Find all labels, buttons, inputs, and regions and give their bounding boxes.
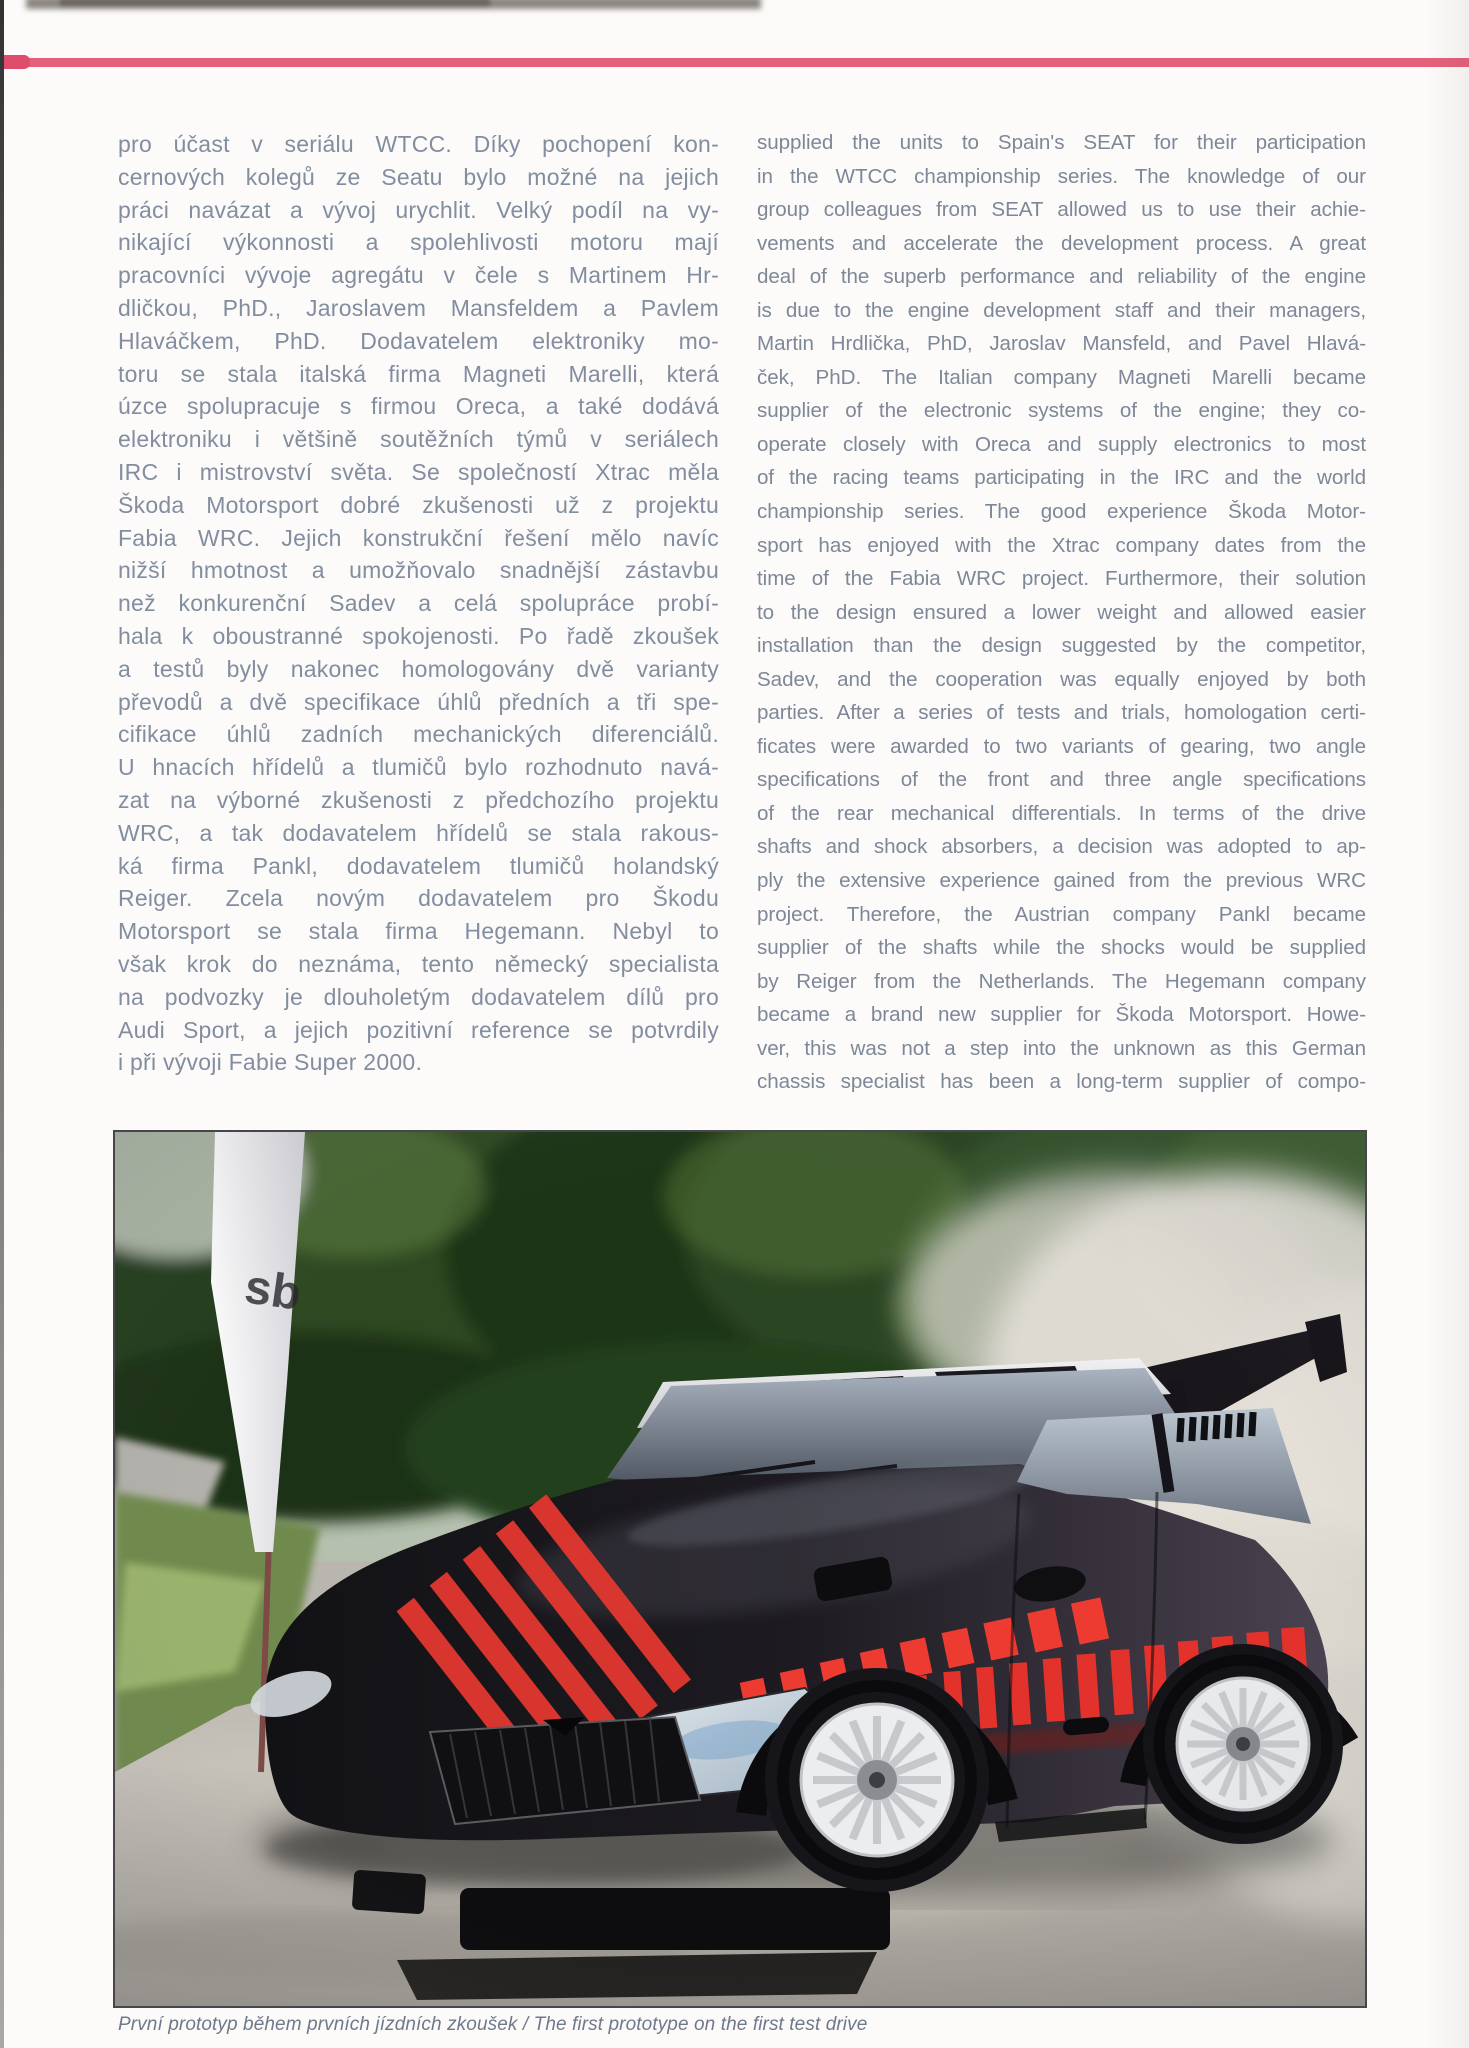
text-line: IRC i mistrovství světa. Se společností Xtrac měla xyxy=(118,458,719,485)
text-line: to the design ensured a lower weight and allowed easier xyxy=(757,600,1366,624)
text-line: Hlaváčkem, PhD. Dodavatelem elektroniky mo- xyxy=(118,327,719,354)
red-divider-cap xyxy=(0,55,30,69)
text-line: ply the extensive experience gained from the previous WRC xyxy=(757,869,1366,893)
text-line: installation than the design suggested by the competitor, xyxy=(757,634,1366,658)
scan-top-smudge-dark xyxy=(60,0,490,6)
text-line: cifikace úhlů zadních mechanických diferenciálů. xyxy=(118,721,719,748)
text-line: úzce spolupracuje s firmou Oreca, a také dodává xyxy=(118,393,719,420)
text-line: of the rear mechanical differentials. In terms of the drive xyxy=(757,801,1366,825)
text-line: Reiger. Zcela novým dodavatelem pro Škodu xyxy=(118,885,719,912)
english-text-column xyxy=(757,126,1366,1099)
text-line: supplier of the shafts while the shocks would be supplied xyxy=(757,936,1366,960)
scan-left-edge xyxy=(0,0,4,2048)
text-line: pro účast v seriálu WTCC. Díky pochopení kon- xyxy=(118,131,719,157)
text-line: zat na výborné zkušenosti z předchozího projektu xyxy=(118,786,719,813)
text-line: of the racing teams participating in the IRC and the world xyxy=(757,466,1366,490)
text-line: deal of the superb performance and reliability of the engine xyxy=(757,265,1366,289)
text-line: než konkurenční Sadev a celá spolupráce probí- xyxy=(118,590,719,617)
text-line: Martin Hrdlička, PhD, Jaroslav Mansfeld, and Pavel Hlavá- xyxy=(757,332,1366,356)
text-line: U hnacích hřídelů a tlumičů bylo rozhodnuto navá- xyxy=(118,754,719,781)
text-line: Audi Sport, a jejich pozitivní reference se potvrdily xyxy=(118,1016,719,1043)
text-line: práci navázat a vývoj urychlit. Velký podíl na vy- xyxy=(118,196,719,223)
text-line: supplier of the electronic systems of the engine; they co- xyxy=(757,399,1366,423)
text-line: parties. After a series of tests and trials, homologation certi- xyxy=(757,701,1366,725)
czech-text-column xyxy=(118,128,719,1079)
text-line: Škoda Motorsport dobré zkušenosti už z projektu xyxy=(118,491,719,518)
text-line: is due to the engine development staff and their managers, xyxy=(757,298,1366,322)
photo-scene xyxy=(115,1132,1365,2006)
text-line: dličkou, PhD., Jaroslavem Mansfeldem a Pavlem xyxy=(118,294,719,321)
text-line: shafts and shock absorbers, a decision was adopted to ap- xyxy=(757,835,1366,859)
text-line: vements and accelerate the development process. A great xyxy=(757,231,1366,255)
text-line: Motorsport se stala firma Hegemann. Nebyl to xyxy=(118,918,719,945)
text-line: Fabia WRC. Jejich konstrukční řešení mělo navíc xyxy=(118,524,719,551)
text-line: toru se stala italská firma Magneti Marelli, která xyxy=(118,360,719,387)
text-line: in the WTCC championship series. The knowledge of our xyxy=(757,164,1366,188)
text-line: ficates were awarded to two variants of gearing, two angle xyxy=(757,734,1366,758)
text-line: na podvozky je dlouholetým dodavatelem dílů pro xyxy=(118,983,719,1010)
photo-rally-car xyxy=(113,1130,1367,2008)
text-line: nikající výkonnosti a spolehlivosti motoru mají xyxy=(118,229,719,256)
text-line: cernových kolegů ze Seatu bylo možné na jejich xyxy=(118,163,719,190)
text-line: group colleagues from SEAT allowed us to use their achie- xyxy=(757,198,1366,222)
photo-vignette xyxy=(115,1132,1365,2006)
text-line: project. Therefore, the Austrian company Pankl became xyxy=(757,902,1366,926)
text-line: supplied the units to Spain's SEAT for their participation xyxy=(757,131,1366,154)
text-line: sport has enjoyed with the Xtrac company dates from the xyxy=(757,533,1366,557)
photo-caption: První prototyp během prvních jízdních zkoušek / The first prototype on the first test drive xyxy=(118,2014,868,2035)
red-divider-rule xyxy=(0,58,1469,67)
text-line: hala k oboustranné spokojenosti. Po řadě zkoušek xyxy=(118,622,719,649)
text-line: i při vývoji Fabie Super 2000. xyxy=(118,1049,423,1076)
text-line: time of the Fabia WRC project. Furthermore, their solution xyxy=(757,567,1366,591)
text-line: ká firma Pankl, dodavatelem tlumičů holandský xyxy=(118,852,719,879)
scan-right-shade xyxy=(1423,0,1469,2048)
text-line: Sadev, and the cooperation was equally enjoyed by both xyxy=(757,667,1366,691)
text-line: pracovníci vývoje agregátu v čele s Martinem Hr- xyxy=(118,262,719,289)
text-line: však krok do neznáma, tento německý specialista xyxy=(118,950,719,977)
text-line: ver, this was not a step into the unknown as this German xyxy=(757,1036,1366,1060)
text-line: operate closely with Oreca and supply electronics to most xyxy=(757,432,1366,456)
text-line: převodů a dvě specifikace úhlů předních a tři spe- xyxy=(118,688,719,715)
text-line: ček, PhD. The Italian company Magneti Marelli became xyxy=(757,365,1366,389)
text-line: by Reiger from the Netherlands. The Hegemann company xyxy=(757,969,1366,993)
text-line: chassis specialist has been a long-term supplier of compo- xyxy=(757,1070,1366,1094)
text-line: championship series. The good experience Škoda Motor- xyxy=(757,500,1366,524)
text-line: became a brand new supplier for Škoda Motorsport. Howe- xyxy=(757,1003,1366,1027)
text-line: WRC, a tak dodavatelem hřídelů se stala rakous- xyxy=(118,819,719,846)
text-line: elektroniku i většině soutěžních týmů v seriálech xyxy=(118,426,719,453)
text-line: a testů byly nakonec homologovány dvě varianty xyxy=(118,655,719,682)
text-line: specifications of the front and three angle specifications xyxy=(757,768,1366,792)
text-line: nižší hmotnost a umožňovalo snadnější zástavbu xyxy=(118,557,719,584)
